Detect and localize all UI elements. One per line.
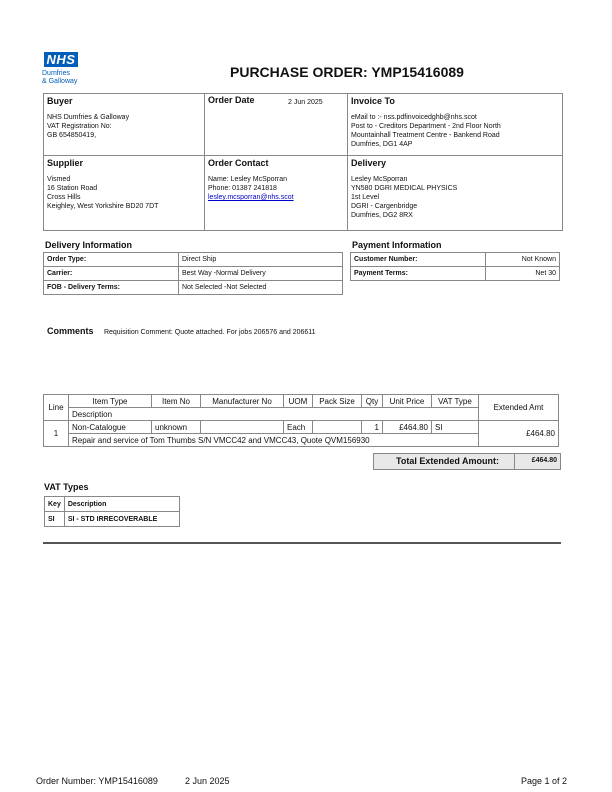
buyer-line: GB 654850419, xyxy=(47,132,97,139)
table-row xyxy=(44,421,559,434)
order-date-value: 2 Jun 2025 xyxy=(288,99,323,106)
vat-key: SI xyxy=(45,512,65,527)
delivery-line: Lesley McSporran xyxy=(351,176,408,183)
vat-key-header: Key xyxy=(45,497,65,512)
delivery-info-heading: Delivery Information xyxy=(45,240,133,250)
col-item-type: Item Type xyxy=(69,395,152,408)
vat-types-heading: VAT Types xyxy=(44,482,89,492)
col-extended-amt: Extended Amt xyxy=(479,395,559,421)
vat-desc: SI - STD IRRECOVERABLE xyxy=(64,512,179,527)
invoice-line: Dumfries, DG1 4AP xyxy=(351,141,413,148)
delivery-section xyxy=(351,158,457,220)
col-line: Line xyxy=(44,395,69,421)
vat-desc-header: Description xyxy=(64,497,179,512)
buyer-section xyxy=(47,96,129,140)
col-qty: Qty xyxy=(362,395,383,408)
info-value: Not Selected -Not Selected xyxy=(179,281,343,295)
contact-email-link[interactable]: lesley.mcsporran@nhs.scot xyxy=(208,194,294,201)
vat-types-table xyxy=(44,496,180,527)
supplier-line: Vismed xyxy=(47,176,71,183)
cell-vat-type: SI xyxy=(432,421,479,434)
payment-info-heading: Payment Information xyxy=(352,240,442,250)
delivery-line: YN580 DGRI MEDICAL PHYSICS xyxy=(351,185,458,192)
info-label: Customer Number: xyxy=(351,253,486,267)
footer-page-number: Page 1 of 2 xyxy=(521,776,568,786)
invoice-line: Post to - Creditors Department - 2nd Floor North xyxy=(351,123,501,130)
comments-block xyxy=(47,321,316,339)
delivery-line: Dumfries, DG2 8RX xyxy=(351,212,413,219)
table-row xyxy=(44,253,343,267)
buyer-line: VAT Registration No: xyxy=(47,123,112,130)
line-items-table xyxy=(43,394,559,447)
supplier-line: Keighley, West Yorkshire BD20 7DT xyxy=(47,203,159,210)
contact-line: Name: Lesley McSporran xyxy=(208,176,287,183)
cell-extended-amt: £464.80 xyxy=(479,421,559,447)
comments-text: Requisition Comment: Quote attached. For jobs 206576 and 206611 xyxy=(103,329,316,336)
supplier-heading: Supplier xyxy=(47,158,84,168)
table-header-row xyxy=(45,497,180,512)
cell-pack-size xyxy=(313,421,362,434)
contact-line: Phone: 01387 241818 xyxy=(208,185,277,192)
order-header-grid xyxy=(43,93,563,231)
table-header-row xyxy=(44,395,559,408)
delivery-line: DGRI - Cargenbridge xyxy=(351,203,418,210)
total-value: £464.80 xyxy=(531,457,557,464)
footer-order-number: Order Number: YMP15416089 xyxy=(36,776,158,786)
cell-qty: 1 xyxy=(362,421,383,434)
table-row xyxy=(45,512,180,527)
col-unit-price: Unit Price xyxy=(383,395,432,408)
cell-uom: Each xyxy=(284,421,313,434)
order-date-heading: Order Date xyxy=(208,95,255,105)
delivery-line: 1st Level xyxy=(351,194,380,201)
table-row xyxy=(44,267,343,281)
page-title: PURCHASE ORDER: YMP15416089 xyxy=(230,64,464,80)
supplier-section xyxy=(47,158,158,211)
total-box xyxy=(373,453,561,470)
info-value: Net 30 xyxy=(486,267,560,281)
supplier-line: Cross Hills xyxy=(47,194,81,201)
invoice-to-section xyxy=(351,96,501,149)
table-row xyxy=(351,267,560,281)
divider xyxy=(43,542,561,544)
info-label: Payment Terms: xyxy=(351,267,486,281)
invoice-line: eMail to :- nss.pdfinvoicedghb@nhs.scot xyxy=(351,114,477,121)
invoice-to-heading: Invoice To xyxy=(351,96,395,106)
table-row xyxy=(44,281,343,295)
col-description: Description xyxy=(69,408,479,421)
buyer-heading: Buyer xyxy=(47,96,73,106)
col-manufacturer-no: Manufacturer No xyxy=(201,395,284,408)
comments-label: Comments xyxy=(47,326,94,336)
payment-info-table xyxy=(350,252,560,281)
buyer-line: NHS Dumfries & Galloway xyxy=(47,114,130,121)
footer-date: 2 Jun 2025 xyxy=(185,776,230,786)
col-vat-type: VAT Type xyxy=(432,395,479,408)
info-label: Order Type: xyxy=(44,253,179,267)
cell-item-no: unknown xyxy=(152,421,201,434)
org-line-1: Dumfries xyxy=(42,70,71,77)
nhs-logo: NHS xyxy=(44,52,78,67)
organisation-name xyxy=(42,70,77,86)
col-uom: UOM xyxy=(284,395,313,408)
supplier-line: 16 Station Road xyxy=(47,185,98,192)
total-label: Total Extended Amount: xyxy=(396,456,499,466)
order-contact-heading: Order Contact xyxy=(208,158,269,168)
delivery-info-table xyxy=(43,252,343,295)
delivery-heading: Delivery xyxy=(351,158,387,168)
info-value: Best Way -Normal Delivery xyxy=(179,267,343,281)
org-line-2: & Galloway xyxy=(42,78,78,85)
info-label: FOB - Delivery Terms: xyxy=(44,281,179,295)
col-item-no: Item No xyxy=(152,395,201,408)
cell-line: 1 xyxy=(44,421,69,447)
col-pack-size: Pack Size xyxy=(313,395,362,408)
info-label: Carrier: xyxy=(44,267,179,281)
table-row xyxy=(351,253,560,267)
cell-item-type: Non-Catalogue xyxy=(69,421,152,434)
cell-unit-price: £464.80 xyxy=(383,421,432,434)
cell-manufacturer-no xyxy=(201,421,284,434)
info-value: Direct Ship xyxy=(179,253,343,267)
order-contact-section xyxy=(208,158,294,202)
info-value: Not Known xyxy=(486,253,560,267)
order-date-section xyxy=(208,96,344,106)
cell-description: Repair and service of Tom Thumbs S/N VMCC42 and VMCC43, Quote QVM156930 xyxy=(69,434,479,447)
invoice-line: Mountainhall Treatment Centre - Bankend Road xyxy=(351,132,500,139)
